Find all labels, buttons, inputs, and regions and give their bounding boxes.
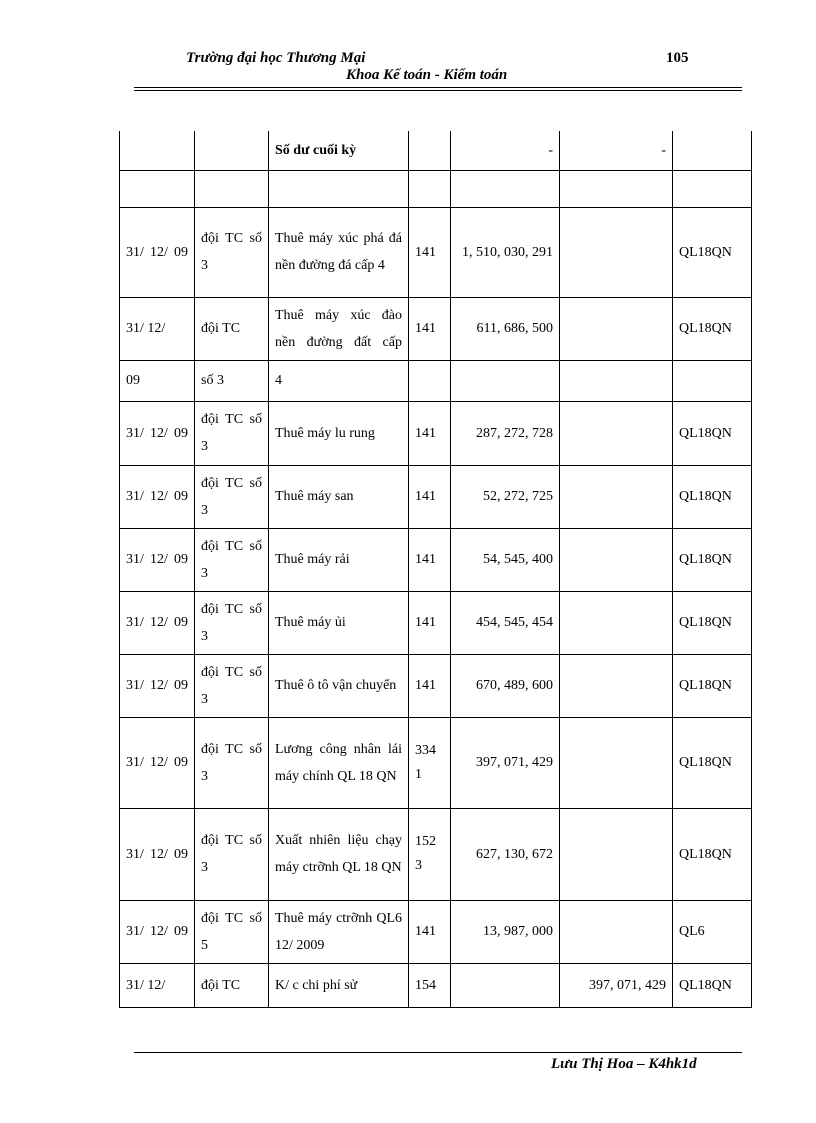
cell-account: 154 <box>409 963 451 1007</box>
table-row <box>120 654 752 717</box>
cell-account: 141 <box>409 900 451 963</box>
cell-description: Thuê máy xúc phá đá nền đường đá cấp 4 <box>269 207 409 297</box>
cell-note <box>673 360 752 401</box>
cell-debit: 397, 071, 429 <box>451 717 560 808</box>
cell-unit <box>195 170 269 207</box>
cell-credit <box>560 900 673 963</box>
table-row <box>120 207 752 297</box>
cell-description: Thuê máy lu rung <box>269 401 409 465</box>
cell-description: Thuê máy san <box>269 465 409 528</box>
faculty-name: Khoa Kế toán - Kiểm toán <box>346 67 508 83</box>
cell-note: QL18QN <box>673 401 752 465</box>
cell-description: Xuất nhiên liệu chạy máy ctrỡnh QL 18 QN <box>269 808 409 900</box>
table-row <box>120 360 752 401</box>
cell-unit: số 3 <box>195 360 269 401</box>
cell-debit: 627, 130, 672 <box>451 808 560 900</box>
cell-credit: - <box>560 131 673 170</box>
table-row <box>120 808 752 900</box>
cell-unit <box>195 131 269 170</box>
cell-unit: đội TC số 3 <box>195 591 269 654</box>
table-row <box>120 591 752 654</box>
cell-debit <box>451 360 560 401</box>
cell-unit: đội TC <box>195 297 269 360</box>
cell-unit: đội TC số 5 <box>195 900 269 963</box>
cell-date: 31/ 12/ 09 <box>120 207 195 297</box>
cell-debit <box>451 170 560 207</box>
cell-account <box>409 360 451 401</box>
table-row <box>120 900 752 963</box>
cell-note: QL18QN <box>673 297 752 360</box>
cell-debit: 611, 686, 500 <box>451 297 560 360</box>
cell-date: 31/ 12/ 09 <box>120 900 195 963</box>
cell-debit: 287, 272, 728 <box>451 401 560 465</box>
cell-credit <box>560 528 673 591</box>
table-row <box>120 297 752 360</box>
cell-credit <box>560 360 673 401</box>
cell-debit: 1, 510, 030, 291 <box>451 207 560 297</box>
cell-credit <box>560 808 673 900</box>
cell-date <box>120 170 195 207</box>
cell-account: 334 1 <box>409 717 451 808</box>
cell-note: QL18QN <box>673 528 752 591</box>
cell-unit: đội TC số 3 <box>195 808 269 900</box>
cell-account: 141 <box>409 528 451 591</box>
cell-note: QL18QN <box>673 808 752 900</box>
cell-description <box>269 170 409 207</box>
cell-note: QL18QN <box>673 465 752 528</box>
cell-unit: đội TC số 3 <box>195 654 269 717</box>
cell-description: Lương công nhân lái máy chính QL 18 QN <box>269 717 409 808</box>
cell-date <box>120 131 195 170</box>
cell-debit: 454, 545, 454 <box>451 591 560 654</box>
cell-credit <box>560 207 673 297</box>
cell-account <box>409 131 451 170</box>
cell-debit: - <box>451 131 560 170</box>
cell-account: 141 <box>409 654 451 717</box>
table-row <box>120 963 752 1007</box>
cell-debit: 52, 272, 725 <box>451 465 560 528</box>
cell-credit <box>560 401 673 465</box>
ledger-table <box>119 131 752 1008</box>
cell-credit <box>560 654 673 717</box>
cell-date: 31/ 12/ 09 <box>120 591 195 654</box>
cell-account: 152 3 <box>409 808 451 900</box>
cell-description: Thuê máy rải <box>269 528 409 591</box>
cell-account: 141 <box>409 591 451 654</box>
table-row <box>120 170 752 207</box>
cell-account: 141 <box>409 465 451 528</box>
cell-debit: 54, 545, 400 <box>451 528 560 591</box>
cell-debit: 670, 489, 600 <box>451 654 560 717</box>
cell-date: 31/ 12/ 09 <box>120 465 195 528</box>
table-row <box>120 401 752 465</box>
cell-date: 31/ 12/ 09 <box>120 654 195 717</box>
page-number: 105 <box>666 50 689 66</box>
cell-date: 31/ 12/ 09 <box>120 528 195 591</box>
cell-note: QL18QN <box>673 207 752 297</box>
cell-account <box>409 170 451 207</box>
table-row <box>120 528 752 591</box>
cell-note: QL18QN <box>673 717 752 808</box>
cell-note: QL18QN <box>673 963 752 1007</box>
cell-unit: đội TC số 3 <box>195 401 269 465</box>
cell-credit <box>560 297 673 360</box>
cell-note: QL6 <box>673 900 752 963</box>
footer-rule <box>134 1052 742 1053</box>
table-row <box>120 717 752 808</box>
table-row <box>120 465 752 528</box>
header-rule-double <box>134 90 742 91</box>
cell-unit: đội TC số 3 <box>195 465 269 528</box>
cell-note: QL18QN <box>673 591 752 654</box>
cell-description: Thuê máy xúc đào nền đường đất cấp <box>269 297 409 360</box>
author-name: Lưu Thị Hoa – K4hk1d <box>551 1056 697 1072</box>
cell-description: Thuê máy ctrỡnh QL6 12/ 2009 <box>269 900 409 963</box>
cell-date: 31/ 12/ 09 <box>120 401 195 465</box>
school-name: Trường đại học Thương Mại <box>186 50 366 66</box>
cell-unit: đội TC <box>195 963 269 1007</box>
cell-credit: 397, 071, 429 <box>560 963 673 1007</box>
cell-note <box>673 131 752 170</box>
cell-description: Thuê máy ủi <box>269 591 409 654</box>
cell-credit <box>560 591 673 654</box>
cell-credit <box>560 465 673 528</box>
cell-account: 141 <box>409 401 451 465</box>
cell-note <box>673 170 752 207</box>
cell-debit: 13, 987, 000 <box>451 900 560 963</box>
cell-date: 31/ 12/ 09 <box>120 808 195 900</box>
cell-account: 141 <box>409 207 451 297</box>
cell-date: 31/ 12/ <box>120 297 195 360</box>
cell-account: 141 <box>409 297 451 360</box>
cell-date: 31/ 12/ <box>120 963 195 1007</box>
table-row <box>120 131 752 170</box>
cell-date: 09 <box>120 360 195 401</box>
header-rule <box>134 87 742 88</box>
cell-credit <box>560 717 673 808</box>
cell-unit: đội TC số 3 <box>195 528 269 591</box>
cell-description: Thuê ô tô vận chuyển <box>269 654 409 717</box>
cell-description: Số dư cuối kỳ <box>269 131 409 170</box>
cell-credit <box>560 170 673 207</box>
cell-debit <box>451 963 560 1007</box>
cell-date: 31/ 12/ 09 <box>120 717 195 808</box>
cell-unit: đội TC số 3 <box>195 717 269 808</box>
cell-description: K/ c chi phí sử <box>269 963 409 1007</box>
cell-unit: đội TC số 3 <box>195 207 269 297</box>
cell-note: QL18QN <box>673 654 752 717</box>
cell-description: 4 <box>269 360 409 401</box>
